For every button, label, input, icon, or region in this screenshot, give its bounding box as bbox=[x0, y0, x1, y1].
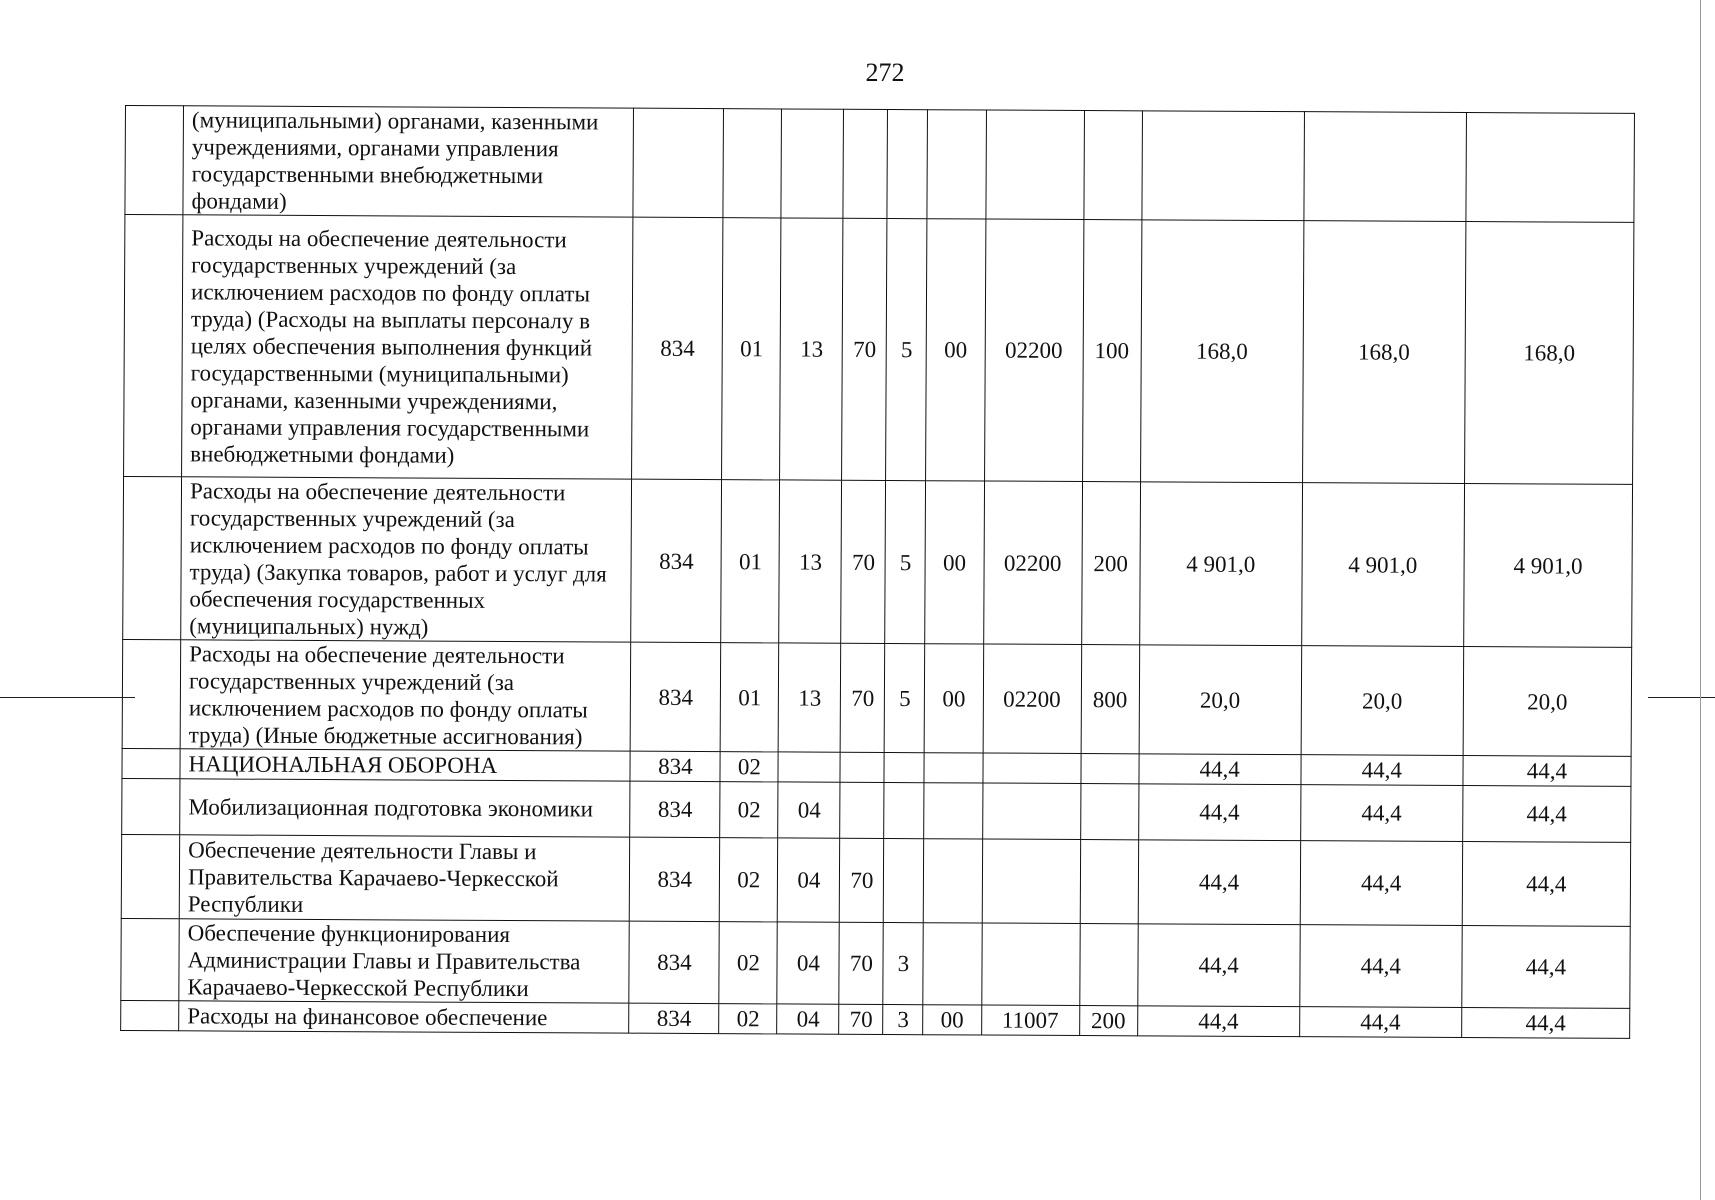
scan-artifact-edge bbox=[1700, 0, 1701, 1200]
expense-type-cell bbox=[1083, 111, 1142, 220]
expense-type-cell bbox=[1079, 924, 1137, 1006]
year3-amount-cell bbox=[1466, 113, 1635, 223]
expense-type-cell bbox=[1080, 784, 1138, 840]
admin-code-cell: 834 bbox=[630, 781, 720, 837]
description-cell: НАЦИОНАЛЬНАЯ ОБОРОНА bbox=[180, 749, 630, 781]
year3-amount-cell: 44,4 bbox=[1461, 1008, 1629, 1039]
year3-amount-cell: 168,0 bbox=[1464, 222, 1634, 485]
year2-amount-cell: 44,4 bbox=[1301, 755, 1463, 786]
direction-code-cell: 02200 bbox=[984, 219, 1083, 482]
description-cell: Расходы на обеспечение деятельности государственных учреждений (за исключением расходов по фонду оплаты труда) (Иные бюджетные ассигнования) bbox=[180, 640, 631, 751]
year1-amount-cell: 44,4 bbox=[1138, 840, 1301, 925]
event-code-cell: 00 bbox=[925, 481, 984, 644]
expense-type-cell: 200 bbox=[1081, 482, 1140, 645]
section-code-cell: 01 bbox=[721, 480, 780, 643]
section-code-cell bbox=[723, 109, 782, 218]
year2-amount-cell: 20,0 bbox=[1301, 646, 1464, 756]
admin-code-cell: 834 bbox=[632, 217, 723, 479]
year1-amount-cell: 44,4 bbox=[1137, 924, 1300, 1007]
subsection-code-cell: 04 bbox=[777, 1004, 839, 1034]
description-cell: Обеспечение функционирования Администрации Главы и Правительства Карачаево-Черкесской Республики bbox=[179, 919, 630, 1003]
admin-code-cell: 834 bbox=[630, 837, 720, 921]
admin-code-cell: 834 bbox=[631, 479, 722, 642]
expense-type-cell: 200 bbox=[1079, 1006, 1137, 1036]
year2-amount-cell: 4 901,0 bbox=[1301, 483, 1464, 647]
subsection-code-cell bbox=[781, 109, 844, 218]
row-number-cell bbox=[121, 1000, 179, 1030]
year2-amount-cell bbox=[1304, 112, 1467, 222]
year1-amount-cell: 44,4 bbox=[1139, 754, 1301, 785]
subprogram-code-cell: 3 bbox=[883, 1004, 923, 1034]
year2-amount-cell: 44,4 bbox=[1300, 841, 1463, 926]
table-row bbox=[121, 834, 1630, 926]
row-number-cell bbox=[123, 476, 182, 639]
description-cell: Обеспечение деятельности Главы и Правительства Карачаево-Черкесской Республики bbox=[179, 835, 630, 921]
section-code-cell: 02 bbox=[720, 838, 778, 922]
subprogram-code-cell: 5 bbox=[885, 643, 926, 752]
direction-code-cell: 02200 bbox=[983, 481, 1082, 645]
scan-artifact-line-right bbox=[1648, 697, 1715, 698]
year3-amount-cell: 4 901,0 bbox=[1463, 484, 1632, 648]
subsection-code-cell: 04 bbox=[778, 838, 840, 922]
description-cell: Расходы на финансовое обеспечение bbox=[179, 1001, 629, 1033]
subprogram-code-cell: 5 bbox=[885, 480, 926, 643]
year1-amount-cell: 168,0 bbox=[1140, 220, 1303, 483]
subprogram-code-cell bbox=[884, 782, 924, 838]
year1-amount-cell: 4 901,0 bbox=[1139, 482, 1302, 646]
row-number-cell bbox=[122, 639, 181, 748]
section-code-cell: 01 bbox=[720, 643, 779, 752]
subprogram-code-cell bbox=[884, 838, 924, 922]
subprogram-code-cell bbox=[887, 109, 928, 218]
year3-amount-cell: 44,4 bbox=[1462, 786, 1631, 843]
direction-code-cell bbox=[982, 839, 1081, 924]
year3-amount-cell: 44,4 bbox=[1462, 842, 1631, 927]
subsection-code-cell: 04 bbox=[777, 922, 839, 1004]
direction-code-cell bbox=[985, 110, 1084, 220]
subprogram-code-cell: 3 bbox=[883, 922, 923, 1004]
table-row bbox=[121, 918, 1630, 1008]
program-code-cell: 70 bbox=[841, 480, 886, 643]
expense-type-cell bbox=[1080, 840, 1138, 924]
event-code-cell bbox=[923, 923, 981, 1005]
section-code-cell: 01 bbox=[722, 218, 781, 480]
direction-code-cell bbox=[982, 753, 1080, 784]
year2-amount-cell: 44,4 bbox=[1299, 925, 1462, 1008]
row-number-cell bbox=[122, 778, 180, 834]
year3-amount-cell: 20,0 bbox=[1463, 647, 1632, 757]
program-code-cell bbox=[840, 782, 884, 838]
program-code-cell: 70 bbox=[839, 922, 883, 1004]
event-code-cell bbox=[924, 839, 982, 923]
subsection-code-cell: 13 bbox=[780, 218, 843, 480]
year2-amount-cell: 44,4 bbox=[1299, 1007, 1461, 1038]
row-number-cell bbox=[122, 748, 180, 778]
table-row bbox=[124, 215, 1634, 485]
direction-code-cell bbox=[982, 783, 1080, 840]
budget-table bbox=[120, 105, 1635, 1039]
year2-amount-cell: 44,4 bbox=[1300, 785, 1462, 842]
row-number-cell bbox=[121, 834, 179, 918]
expense-type-cell: 100 bbox=[1082, 220, 1141, 482]
subsection-code-cell: 13 bbox=[779, 480, 842, 643]
section-code-cell: 02 bbox=[720, 782, 778, 838]
direction-code-cell bbox=[981, 923, 1079, 1006]
year2-amount-cell: 168,0 bbox=[1302, 221, 1465, 484]
program-code-cell: 70 bbox=[841, 643, 886, 752]
year3-amount-cell: 44,4 bbox=[1462, 926, 1631, 1009]
year1-amount-cell: 44,4 bbox=[1138, 784, 1300, 841]
expense-type-cell: 800 bbox=[1081, 645, 1140, 754]
row-number-cell bbox=[121, 918, 179, 1000]
admin-code-cell: 834 bbox=[630, 751, 720, 781]
table-row bbox=[125, 106, 1635, 223]
year1-amount-cell: 20,0 bbox=[1139, 645, 1302, 755]
admin-code-cell bbox=[633, 108, 724, 217]
table-row bbox=[123, 476, 1633, 647]
description-cell: Расходы на обеспечение деятельности государственных учреждений (за исключением расходов по фонду оплаты труда) (Расходы на выплаты персоналу в целях обеспечения выполнения функций государственными (муниципальными) органами, казенными учреждениями, органами управления государственными внебюджетными фондами) bbox=[182, 215, 634, 479]
subsection-code-cell: 04 bbox=[778, 782, 840, 838]
event-code-cell: 00 bbox=[923, 1005, 981, 1035]
program-code-cell: 70 bbox=[839, 1004, 883, 1034]
table-row bbox=[122, 778, 1631, 842]
subprogram-code-cell: 5 bbox=[886, 218, 927, 480]
program-code-cell: 70 bbox=[840, 838, 884, 922]
event-code-cell bbox=[924, 753, 982, 783]
scan-artifact-line-left bbox=[0, 697, 135, 698]
description-cell: Расходы на обеспечение деятельности государственных учреждений (за исключением расходов по фонду оплаты труда) (Закупка товаров, работ и услуг для обеспечения государственных (муниципальных) нужд) bbox=[181, 477, 632, 642]
event-code-cell bbox=[927, 110, 986, 219]
section-code-cell: 02 bbox=[720, 752, 778, 782]
direction-code-cell: 02200 bbox=[983, 644, 1082, 754]
program-code-cell bbox=[843, 109, 888, 218]
description-cell: (муниципальными) органами, казенными учреждениями, органами управления государственными внебюджетными фондами) bbox=[183, 106, 634, 217]
program-code-cell bbox=[840, 752, 884, 782]
table-row bbox=[122, 639, 1632, 756]
section-code-cell: 02 bbox=[719, 1004, 777, 1034]
direction-code-cell: 11007 bbox=[981, 1005, 1079, 1036]
section-code-cell: 02 bbox=[719, 922, 777, 1004]
event-code-cell: 00 bbox=[925, 644, 984, 753]
year1-amount-cell: 44,4 bbox=[1137, 1006, 1299, 1037]
year1-amount-cell bbox=[1142, 111, 1305, 221]
row-number-cell bbox=[125, 106, 184, 215]
admin-code-cell: 834 bbox=[630, 642, 721, 751]
year3-amount-cell: 44,4 bbox=[1463, 756, 1631, 787]
description-cell: Мобилизационная подготовка экономики bbox=[180, 779, 631, 837]
program-code-cell: 70 bbox=[842, 218, 887, 480]
subprogram-code-cell bbox=[884, 752, 924, 782]
admin-code-cell: 834 bbox=[629, 1003, 719, 1033]
row-number-cell bbox=[124, 215, 183, 477]
page-number: 272 bbox=[865, 58, 905, 87]
admin-code-cell: 834 bbox=[629, 921, 719, 1003]
expense-type-cell bbox=[1081, 754, 1139, 784]
subsection-code-cell: 13 bbox=[779, 643, 842, 752]
subsection-code-cell bbox=[778, 752, 840, 782]
event-code-cell: 00 bbox=[926, 219, 985, 481]
event-code-cell bbox=[924, 783, 982, 839]
